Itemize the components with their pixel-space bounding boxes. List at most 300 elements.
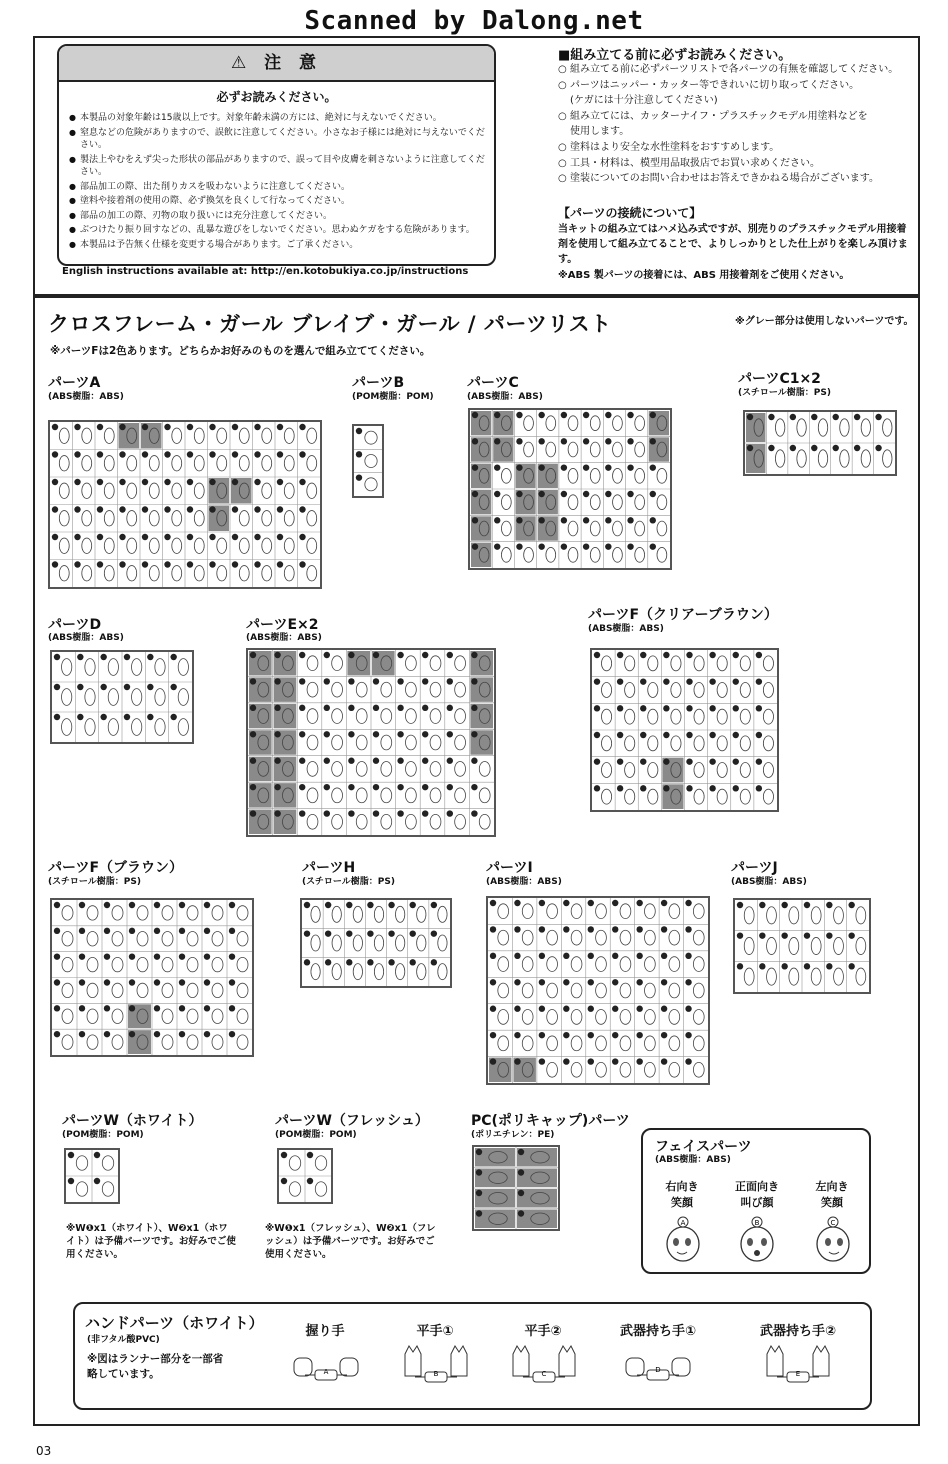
part-shape [381,735,392,750]
part-shape [455,814,466,829]
part-shape [430,788,441,803]
part-shape [132,689,142,706]
part-number-dot [848,902,854,908]
part-number-dot [356,474,362,480]
part-shape [381,682,392,697]
part-number-dot [129,979,135,985]
part-number-dot [54,1031,60,1037]
part-shape [62,957,73,971]
part-shape [671,736,681,751]
part-number-dot [54,953,60,959]
part-shape [187,1009,198,1023]
part-number-dot [476,1149,482,1155]
part-number-dot [170,654,176,660]
part-number-dot [650,438,656,444]
part-number-dot [476,1169,482,1175]
part-number-dot [124,684,130,690]
part-shape [194,538,204,553]
part-number-dot [518,1169,524,1175]
part-number-dot [373,678,379,684]
part-number-dot [299,678,305,684]
part-number-dot [561,543,567,549]
hand-shape [813,1346,829,1376]
part-shape [307,682,318,697]
part-number-dot [299,424,305,430]
part-shape [763,656,773,671]
part-shape [522,930,533,945]
part-shape [239,428,249,443]
part-number-dot [154,928,160,934]
runner-j-label: パーツJ [731,860,778,876]
part-shape [635,521,645,536]
part-shape [212,983,223,997]
part-shape [104,456,114,471]
hand-label: 平手① [416,1324,454,1339]
part-number-dot [147,684,153,690]
part-shape [740,763,750,778]
part-shape [395,964,404,980]
part-shape [62,906,73,920]
runner-d-drawing [52,652,192,742]
joint-text: 当キットの組み立てはハメ込み式ですが、別売りのプラスチックモデル用接着剤を使用して組み立てることで、よりしっかりとした仕上がりを楽しみ頂けます。 [558,224,908,265]
part-number-dot [627,438,633,444]
part-shape [82,566,92,581]
part-number-dot [54,684,60,690]
runner-c1-material: (スチロール樹脂：PS) [738,388,831,398]
part-shape [657,495,667,510]
part-shape [635,416,645,431]
part-shape [87,906,98,920]
part-shape [112,983,123,997]
part-number-dot [277,506,283,512]
part-shape [405,682,416,697]
runner-w-white-drawing [66,1150,118,1202]
part-shape [763,763,773,778]
runner-c-label: パーツC [467,375,519,391]
part-number-dot [422,678,428,684]
part-number-dot [324,810,330,816]
part-shape [498,904,509,919]
part-number-dot [538,412,544,418]
before-item: ○ パーツはニッパー・カッター等できれいに切り取ってください。 [558,78,910,94]
part-shape [568,495,578,510]
part-shape [596,1036,607,1051]
part-shape [162,983,173,997]
part-number-dot [367,959,373,965]
part-number-dot [709,758,715,764]
part-shape [62,983,73,997]
part-number-dot [563,900,569,906]
part-number-dot [170,684,176,690]
part-number-dot [229,1005,235,1011]
part-number-dot [733,785,739,791]
part-shape [353,906,362,922]
part-shape [740,709,750,724]
part-number-dot [232,534,238,540]
part-number-dot [561,517,567,523]
part-number-dot [538,543,544,549]
part-shape [657,468,667,483]
part-number-dot [346,959,352,965]
part-number-dot [274,810,280,816]
part-number-dot [737,902,743,908]
part-number-dot [299,534,305,540]
runner-pc-drawing [474,1147,558,1229]
part-shape [625,763,635,778]
part-shape [82,483,92,498]
part-shape [217,428,227,443]
part-number-dot [472,464,478,470]
part-number-dot [68,1178,74,1184]
part-shape [596,930,607,945]
part-shape [811,907,821,924]
part-shape [187,957,198,971]
part-shape [332,762,343,777]
part-number-dot [539,900,545,906]
face-letter: A [680,1219,686,1227]
part-number-dot [661,953,667,959]
part-number-dot [733,705,739,711]
part-shape [76,1156,87,1171]
part-shape [172,483,182,498]
part-shape [740,656,750,671]
part-shape [763,736,773,751]
part-number-dot [826,932,832,938]
hand-letter: B [433,1370,439,1378]
part-number-dot [250,784,256,790]
part-shape [601,789,611,804]
part-number-dot [588,926,594,932]
part-number-dot [410,930,416,936]
part-shape [571,957,582,972]
part-shape [635,442,645,457]
face-label: 右向き 笑顔 [665,1180,699,1209]
part-number-dot [164,424,170,430]
part-shape [417,906,426,922]
part-number-dot [232,506,238,512]
part-shape [740,683,750,698]
part-number-dot [119,479,125,485]
part-number-dot [250,705,256,711]
part-shape [479,762,490,777]
part-shape [127,566,137,581]
part-shape [87,1035,98,1049]
part-shape [149,456,159,471]
part-shape [237,1035,248,1049]
part-shape [307,456,317,471]
part-shape [767,968,777,985]
part-number-dot [142,451,148,457]
part-number-dot [737,932,743,938]
part-shape [546,547,556,562]
part-number-dot [74,506,80,512]
part-number-dot [209,451,215,457]
part-shape [625,789,635,804]
part-number-dot [612,1032,618,1038]
part-number-dot [299,731,305,737]
part-shape [102,1156,113,1171]
runner-f-brown-label: パーツF（ブラウン） [48,860,184,876]
part-number-dot [447,705,453,711]
parts-list-title: クロスフレーム・ガール ブレイブ・ガール / パーツリスト [48,312,612,336]
part-shape [613,416,623,431]
part-number-dot [588,953,594,959]
part-shape [479,814,490,829]
part-shape [498,1036,509,1051]
part-number-dot [254,534,260,540]
part-number-dot [833,414,839,420]
part-shape [648,656,658,671]
part-shape [212,957,223,971]
part-shape [657,547,667,562]
part-number-dot [686,758,692,764]
part-number-dot [348,784,354,790]
runner-a-label: パーツA [48,375,101,391]
part-shape [740,736,750,751]
part-number-dot [636,953,642,959]
part-number-dot [612,900,618,906]
part-number-dot [397,678,403,684]
part-number-dot [636,979,642,985]
part-shape [568,468,578,483]
part-shape [501,495,511,510]
part-number-dot [410,959,416,965]
part-number-dot [142,506,148,512]
runner-pc-diagram [472,1145,560,1231]
part-number-dot [179,979,185,985]
part-number-dot [204,1031,210,1037]
runner-j-diagram [733,898,871,994]
part-shape [717,709,727,724]
runner-b-diagram [352,424,384,498]
part-number-dot [147,714,153,720]
part-number-dot [514,926,520,932]
part-shape [85,689,95,706]
part-shape [568,416,578,431]
part-number-dot [373,652,379,658]
part-number-dot [617,732,623,738]
part-number-dot [709,785,715,791]
part-number-dot [588,1006,594,1012]
part-number-dot [254,424,260,430]
part-shape [178,659,188,676]
part-number-dot [494,412,500,418]
part-number-dot [447,810,453,816]
part-shape [127,511,137,526]
part-number-dot [79,1031,85,1037]
part-number-dot [650,464,656,470]
before-list [558,62,910,187]
part-shape [744,937,754,954]
flat-hand-1-drawing [403,1340,469,1390]
part-number-dot [518,1149,524,1155]
part-number-dot [229,928,235,934]
part-number-dot [661,900,667,906]
part-number-dot [490,926,496,932]
runner-pc-label: PC(ポリキャップ)パーツ [471,1113,630,1129]
part-number-dot [686,705,692,711]
caution-item: ● ぶつけたり振り回すなどの、乱暴な遊びをしないでください。思わぬケガをする危険があります。 [69,224,489,237]
part-number-dot [612,926,618,932]
english-instructions-link[interactable]: English instructions available at: http://en.kotobukiya.co.jp/instructions [62,266,469,277]
part-shape [613,442,623,457]
part-number-dot [588,900,594,906]
part-number-dot [804,932,810,938]
part-number-dot [129,1031,135,1037]
part-shape [162,957,173,971]
part-shape [284,428,294,443]
part-number-dot [588,1058,594,1064]
part-shape [568,442,578,457]
part-shape [856,968,866,985]
part-shape [501,468,511,483]
part-shape [162,932,173,946]
part-shape [601,709,611,724]
part-shape [856,937,866,954]
hand-letter: A [323,1368,329,1376]
part-shape [620,983,631,998]
part-number-dot [514,1006,520,1012]
part-number-dot [733,732,739,738]
runner-i-label: パーツI [486,860,533,876]
part-shape [693,983,704,998]
part-shape [217,538,227,553]
part-number-dot [561,438,567,444]
caution-header [59,46,494,82]
part-number-dot [756,705,762,711]
part-shape [694,656,704,671]
part-shape [149,538,159,553]
part-number-dot [583,491,589,497]
part-number-dot [307,1178,313,1184]
part-number-dot [663,652,669,658]
part-number-dot [94,1178,100,1184]
before-item: 使用します。 [570,126,630,138]
part-shape [547,904,558,919]
part-shape [763,789,773,804]
part-shape [332,656,343,671]
part-shape [625,683,635,698]
part-shape [172,428,182,443]
part-shape [76,1182,87,1197]
face-parts-material: (ABS樹脂：ABS) [655,1155,731,1165]
part-number-dot [663,758,669,764]
runner-w-flesh-drawing [279,1150,331,1202]
runner-c-drawing [470,410,670,568]
part-number-dot [187,506,193,512]
part-shape [172,538,182,553]
part-number-dot [514,1058,520,1064]
part-shape [571,930,582,945]
part-shape [547,1036,558,1051]
part-shape [590,468,600,483]
runner-e-material: (ABS樹脂：ABS) [246,633,322,643]
part-number-dot [650,412,656,418]
before-heading: ■組み立てる前に必ずお読みください。 [558,48,792,63]
part-number-dot [768,445,774,451]
runner-j-drawing [735,900,869,992]
part-number-dot [119,534,125,540]
part-number-dot [54,902,60,908]
part-shape [194,483,204,498]
runner-f-brown-material: (スチロール樹脂：PS) [48,877,141,887]
part-number-dot [538,464,544,470]
part-number-dot [100,714,106,720]
part-shape [669,904,680,919]
part-shape [405,762,416,777]
part-number-dot [490,1058,496,1064]
part-shape [262,511,272,526]
part-number-dot [539,1058,545,1064]
runner-a-material: (ABS樹脂：ABS) [48,392,124,402]
hand-shape [672,1358,690,1376]
part-number-dot [826,902,832,908]
part-number-dot [447,784,453,790]
grip-hand-drawing [293,1348,359,1388]
part-shape [353,935,362,951]
part-shape [571,1010,582,1025]
part-number-dot [104,979,110,985]
part-number-dot [640,705,646,711]
face-parts-box [641,1128,871,1274]
hand-shape [559,1346,575,1376]
part-shape [669,930,680,945]
part-number-dot [74,451,80,457]
part-number-dot [594,678,600,684]
part-shape [178,719,188,736]
part-number-dot [388,930,394,936]
part-shape [430,656,441,671]
part-number-dot [733,678,739,684]
part-number-dot [277,561,283,567]
hand-parts-note: ※図はランナー部分を一部省略しています。 [87,1353,224,1380]
joint-note: ※ABS 製パーツの接着には、ABS 用接着剤をご使用ください。 [558,270,850,281]
part-number-dot [447,678,453,684]
part-number-dot [636,1006,642,1012]
part-shape [104,428,114,443]
before-item: ○ 組み立てる前に必ずパーツリストで各パーツの有無を確認してください。 [558,62,910,78]
part-shape [381,709,392,724]
part-shape [395,906,404,922]
hand-letter: D [655,1366,661,1374]
part-shape [601,656,611,671]
part-shape [356,709,367,724]
part-number-dot [77,654,83,660]
part-shape [194,511,204,526]
part-number-dot [561,464,567,470]
part-number-dot [759,902,765,908]
part-shape [669,957,680,972]
part-shape [374,935,383,951]
part-shape [430,735,441,750]
part-shape [187,983,198,997]
part-number-dot [281,1178,287,1184]
part-shape [59,483,69,498]
part-number-dot [686,652,692,658]
part-shape [568,521,578,536]
part-number-dot [119,451,125,457]
part-number-dot [431,902,437,908]
part-number-dot [583,412,589,418]
runner-f-clear-material: (ABS樹脂：ABS) [588,624,664,634]
part-shape [547,957,558,972]
part-shape [669,983,680,998]
part-shape [834,968,844,985]
before-item: ○ 工具・材料は、模型用品取扱店でお買い求めください。 [558,156,910,172]
part-shape [861,450,870,467]
part-shape [356,762,367,777]
part-number-dot [636,1032,642,1038]
